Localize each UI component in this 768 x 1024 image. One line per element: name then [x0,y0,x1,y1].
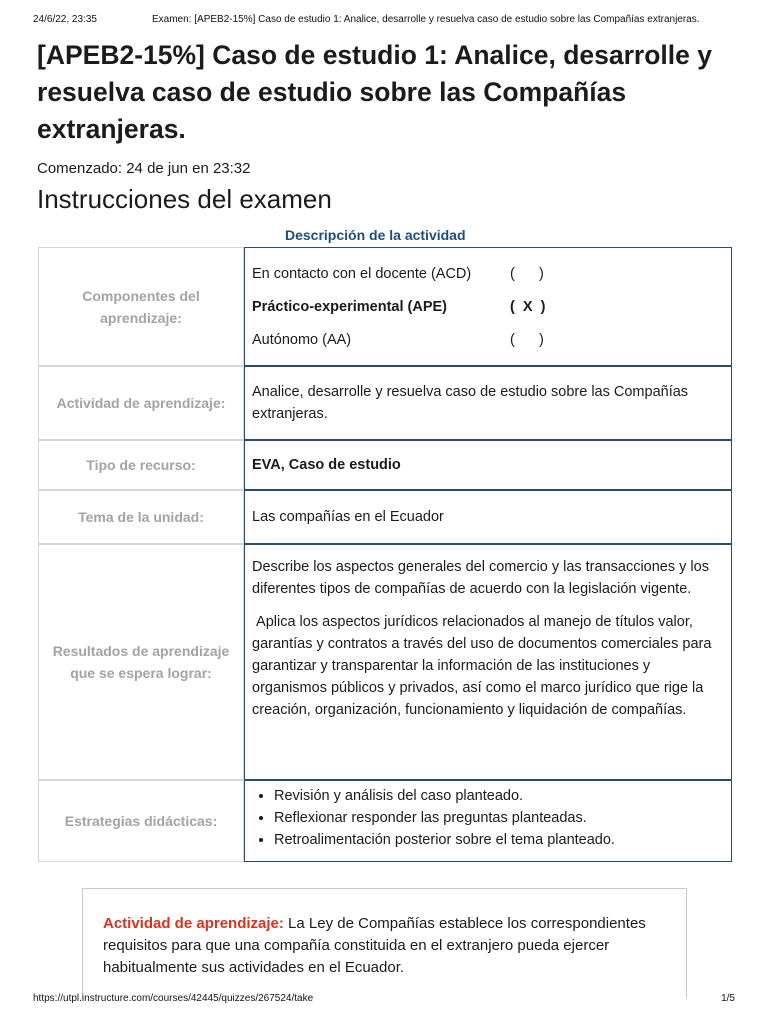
resource-label: Tipo de recurso: [38,440,244,490]
strategies-value-cell [244,780,732,862]
strategies-label: Estrategias didácticas: [38,780,244,862]
resource-value-cell [244,440,732,490]
activity-value-cell [244,366,732,440]
strategy-item: • Revisión y análisis del caso planteado. [274,785,721,807]
quiz-title: [APEB2-15%] Caso de estudio 1: Analice, desarrolle y resuelva caso de estudio sobre las Compañías extranjeras. [37,40,712,144]
strategy-item: • Reflexionar responder las preguntas planteadas. [274,807,721,829]
components-label: Componentes del aprendizaje: [38,247,244,366]
print-page-number: 1/5 [721,993,735,1004]
results-label: Resultados de aprendizaje que se espera lograr: [38,544,244,780]
activity-box-text: La Ley de Compañías establece los correspondientes requisitos para que una compañía constituida en el extranjero pueda ejercer habitualmente sus actividades en el Ecuador. [103,915,646,976]
activity-table [38,247,732,862]
component-row [252,263,544,285]
print-page-title: Examen: [APEB2-15%] Caso de estudio 1: Analice, desarrolle y resuelva caso de estudio sobre las Compañías extranjeras. [152,14,700,25]
strategy-item: • Retroalimentación posterior sobre el tema planteado. [274,829,721,851]
strategies-list [252,785,721,851]
component-name: Autónomo (AA) [252,332,352,348]
resource-value: EVA, Caso de estudio [252,457,401,473]
activity-label: Actividad de aprendizaje: [38,366,244,440]
unit-label: Tema de la unidad: [38,490,244,544]
component-mark: ( X ) [510,299,546,315]
component-name: En contacto con el docente (ACD) [252,266,472,282]
instructions-heading: Instrucciones del examen [37,184,332,214]
component-row [252,296,546,318]
unit-value-cell [244,490,732,544]
results-paragraph-2: Aplica los aspectos jurídicos relacionados al manejo de títulos valor, garantías y contratos a través del uso de documentos comerciales para garantizar y transparentar la información de las instituciones y organismos públicos y privados, así como el marco jurídico que rige la creación, organización, funcionamiento y liquidación de compañías. [252,614,716,718]
started-date: Comenzado: 24 de jun en 23:32 [37,160,251,177]
results-paragraph-1: Describe los aspectos generales del comercio y las transacciones y los diferentes tipos de compañías de acuerdo con la legislación vigente. [252,559,709,597]
print-url: https://utpl.instructure.com/courses/42445/quizzes/267524/take [33,993,314,1004]
print-datetime: 24/6/22, 23:35 [33,14,97,25]
component-mark: ( ) [510,266,544,282]
components-value [244,247,732,366]
results-value-cell [244,544,732,780]
unit-value: Las compañías en el Ecuador [252,509,444,525]
activity-description-box [82,888,687,998]
component-row [252,329,544,351]
component-mark: ( ) [510,332,544,348]
activity-value: Analice, desarrolle y resuelva caso de estudio sobre las Compañías extranjeras. [252,384,689,422]
activity-box-label: Actividad de aprendizaje: [103,915,284,932]
component-name: Práctico-experimental (APE) [252,299,448,315]
activity-table-title: Descripción de la actividad [285,227,466,243]
